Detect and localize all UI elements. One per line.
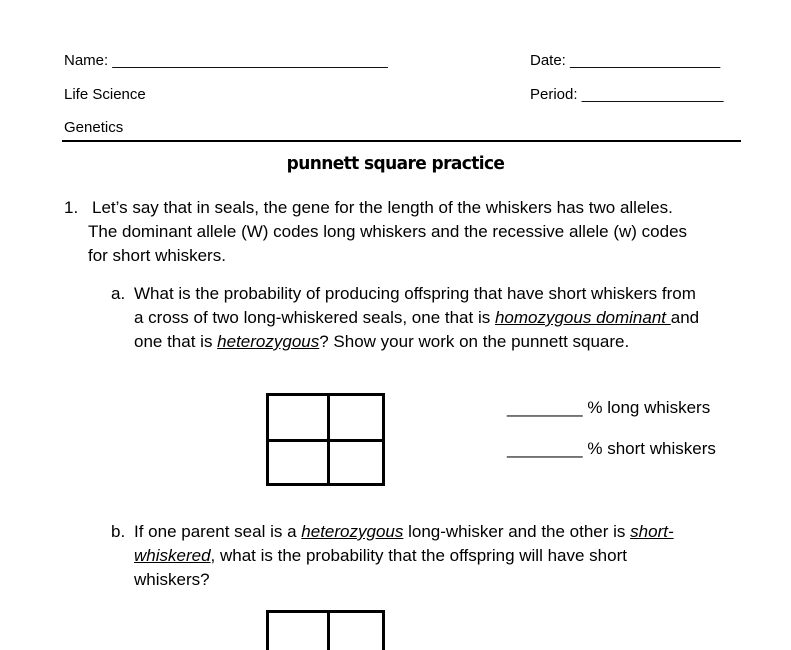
part-a-line-1: What is the probability of producing offspring that have short whiskers from	[134, 284, 696, 303]
term-heterozygous: heterozygous	[301, 522, 404, 541]
answer-label: % short whiskers	[587, 439, 716, 458]
part-a-line-3-end: ? Show your work on the punnett square.	[319, 332, 630, 351]
name-field-row[interactable]	[64, 52, 388, 69]
date-field-row[interactable]	[530, 52, 720, 69]
punnett-divider-vertical	[327, 613, 330, 650]
period-label: Period:	[530, 86, 578, 103]
unit-name: Genetics	[64, 119, 124, 136]
part-b-letter: b.	[111, 522, 126, 541]
answer-blank[interactable]: ________	[507, 398, 583, 417]
page-title: punnett square practice	[286, 153, 505, 175]
part-b-line-1-mid: long-whisker and the other is	[403, 522, 631, 541]
answer-blank[interactable]: ________	[507, 439, 583, 458]
date-label: Date:	[530, 52, 566, 69]
punnett-square-a[interactable]	[266, 393, 385, 486]
part-a-line-3	[134, 330, 629, 354]
part-b-line-1	[134, 520, 674, 544]
name-label: Name:	[64, 52, 109, 69]
term-short-whiskered-start: short-	[630, 522, 674, 541]
answer-label: % long whiskers	[587, 398, 711, 417]
part-a-line-2	[134, 306, 699, 330]
part-a-letter: a.	[111, 284, 126, 303]
punnett-square-b[interactable]	[266, 610, 385, 650]
question-1-line-3: for short whiskers.	[88, 246, 226, 265]
question-1-line-1: Let’s say that in seals, the gene for the length of the whiskers has two alleles.	[92, 198, 673, 217]
course-name: Life Science	[64, 86, 146, 103]
period-field-row[interactable]	[530, 86, 724, 103]
part-b-line-2-text: , what is the probability that the offspring will have short	[210, 546, 627, 565]
part-b-line-1-text: If one parent seal is a	[134, 522, 302, 541]
part-a-line-2-text: a cross of two long-whiskered seals, one that is	[134, 308, 495, 327]
answer-long-whiskers[interactable]	[507, 396, 710, 420]
part-a-line-3-text: one that is	[134, 332, 218, 351]
term-short-whiskered-end: whiskered	[134, 546, 211, 565]
date-blank[interactable]: __________________	[570, 52, 721, 69]
term-heterozygous: heterozygous	[217, 332, 320, 351]
punnett-divider-horizontal	[269, 439, 382, 442]
question-1-number: 1.	[64, 198, 79, 217]
period-blank[interactable]: _________________	[581, 86, 724, 103]
name-blank[interactable]: _________________________________	[112, 52, 388, 69]
term-homozygous-dominant: homozygous dominant	[494, 308, 671, 327]
part-b-line-2	[134, 544, 627, 568]
question-1-line-2: The dominant allele (W) codes long whiskers and the recessive allele (w) codes	[88, 222, 688, 241]
answer-short-whiskers[interactable]	[507, 437, 716, 461]
header-divider	[62, 140, 741, 142]
part-b-line-3: whiskers?	[134, 570, 210, 589]
part-a-line-2-end: and	[670, 308, 700, 327]
